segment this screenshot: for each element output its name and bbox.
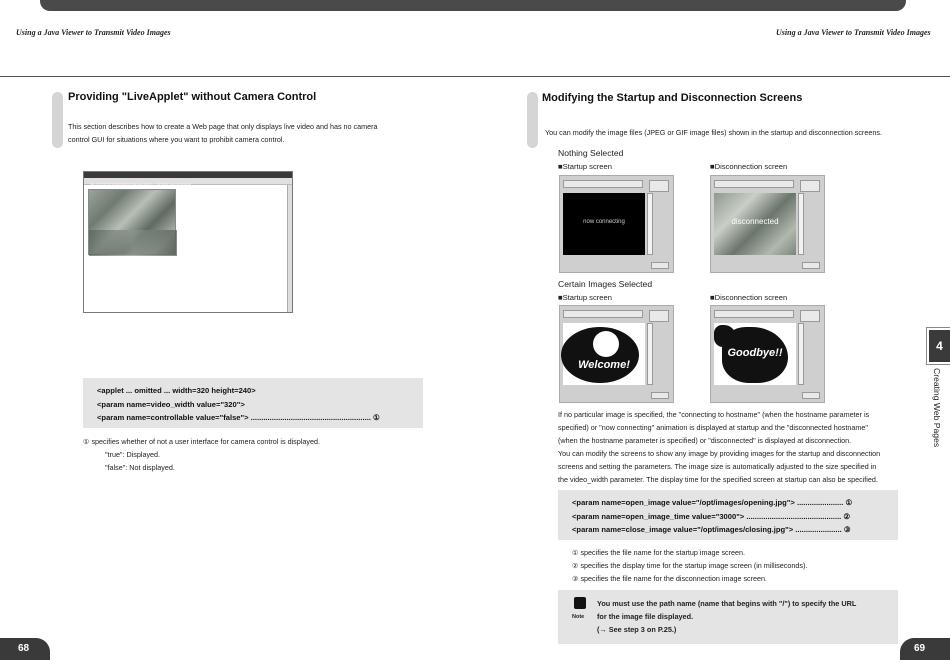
left-code-block	[83, 378, 423, 428]
viewer-button	[649, 310, 669, 322]
browser-window	[83, 171, 293, 313]
viewer-slider	[647, 323, 653, 385]
code-line: <param name=video_width value="320">	[97, 399, 245, 409]
now-connecting-text: now connecting	[583, 219, 625, 225]
left-page-number: 68	[0, 638, 50, 660]
startup-screen-label: ■Startup screen	[558, 293, 612, 302]
note-label: Note	[572, 614, 585, 620]
explain-line: ① specifies whether of not a user interface for camera control is displayed.	[83, 437, 320, 446]
header-rule	[0, 76, 950, 77]
browser-scrollbar	[287, 185, 292, 312]
nothing-selected-label: Nothing Selected	[558, 148, 624, 158]
heading-marker	[527, 92, 538, 148]
paragraph-line: If no particular image is specified, the "connecting to hostname" (when the hostname parameter is	[558, 410, 870, 419]
heading-marker	[52, 92, 63, 148]
chapter-number: 4	[929, 330, 950, 362]
disconnected-text: disconnected	[731, 217, 779, 226]
code-line: <param name=controllable value="false"> ......................................................... ①	[97, 413, 380, 422]
viewer-button	[649, 180, 669, 192]
explain-line: "true": Displayed.	[105, 450, 161, 459]
explain-line: ② specifies the display time for the startup image screen (in milliseconds).	[572, 561, 808, 570]
paragraph-line: specified) or "now connecting" animation is displayed at startup and the "disconnected hostname"	[558, 423, 868, 432]
left-intro-line: This section describes how to create a Web page that only displays live video and has no camera	[68, 122, 378, 131]
viewer-footer-button	[802, 262, 820, 269]
right-heading: Modifying the Startup and Disconnection Screens	[542, 92, 803, 104]
left-intro	[68, 120, 423, 146]
right-code-block	[558, 490, 898, 540]
viewer-button	[800, 310, 820, 322]
explain-line: ③ specifies the file name for the disconnection image screen.	[572, 574, 768, 583]
viewer-screen	[563, 323, 645, 385]
explain-line: ① specifies the file name for the startup image screen.	[572, 548, 746, 557]
right-running-head: Using a Java Viewer to Transmit Video Images	[776, 28, 931, 37]
right-intro: You can modify the image files (JPEG or GIF image files) shown in the startup and disconnection screens.	[545, 128, 882, 137]
note-icon	[574, 597, 586, 609]
viewer-screen	[714, 323, 796, 385]
right-page-number: 69	[900, 638, 950, 660]
left-explanation	[83, 435, 320, 474]
note-line: for the image file displayed.	[597, 612, 694, 621]
explain-line: "false": Not displayed.	[105, 463, 175, 472]
left-running-head: Using a Java Viewer to Transmit Video Images	[16, 28, 171, 37]
right-paragraph	[558, 408, 898, 486]
viewer-disconnect-default	[710, 175, 825, 273]
viewer-slider	[798, 323, 804, 385]
certain-selected-label: Certain Images Selected	[558, 279, 653, 289]
viewer-disconnect-custom	[710, 305, 825, 403]
viewer-footer-button	[802, 392, 820, 399]
paragraph-line: (when the hostname parameter is specified) or "disconnected" is displayed at disconnection.	[558, 436, 852, 445]
welcome-text: Welcome!	[578, 359, 630, 371]
disconnection-screen-label: ■Disconnection screen	[710, 293, 788, 302]
goodbye-blob-shape	[714, 325, 736, 347]
paragraph-line: screens and setting the parameters. The image size is automatically adjusted to the size specified in	[558, 462, 877, 471]
viewer-camera-field	[563, 310, 643, 318]
chapter-title-wrap	[926, 368, 946, 468]
viewer-camera-field	[714, 180, 794, 188]
startup-screen-label: ■Startup screen	[558, 162, 612, 171]
goodbye-text: Goodbye!!	[727, 347, 783, 359]
viewer-slider	[798, 193, 804, 255]
note-line: You must use the path name (name that begins with "/") to specify the URL	[597, 599, 857, 608]
browser-title: http://172.20.28.13/sample/01/noap/sample.htm - Microsoft Internet Explorer	[90, 182, 192, 186]
code-line: <param name=close_image value="/opt/images/closing.jpg"> ...................... ③	[572, 525, 851, 534]
code-line: <param name=open_image value="/opt/images/opening.jpg"> ...................... ①	[572, 498, 853, 507]
disconnection-screen-label: ■Disconnection screen	[710, 162, 788, 171]
paragraph-line: You can modify the screens to show any image by providing images for the startup and disconnection	[558, 449, 881, 458]
chapter-title: Creating Web Pages	[932, 368, 942, 448]
paragraph-line: the video_width parameter. The display time for the specified screen at startup can also be specified.	[558, 475, 878, 484]
top-bar	[40, 0, 906, 11]
note-line: (→ See step 3 on P.25.)	[597, 625, 677, 634]
left-heading: Providing "LiveApplet" without Camera Control	[68, 91, 317, 103]
viewer-camera-field	[714, 310, 794, 318]
live-video-image	[88, 189, 176, 255]
code-line: <param name=open_image_time value="3000"> ............................................. ②	[572, 511, 851, 521]
code-line: <applet ... omitted ... width=320 height=240>	[97, 386, 256, 395]
note-text	[597, 597, 889, 636]
viewer-camera-field	[563, 180, 643, 188]
viewer-footer-button	[651, 262, 669, 269]
viewer-startup-default	[559, 175, 674, 273]
viewer-button	[800, 180, 820, 192]
welcome-planet-shape	[593, 331, 619, 357]
left-intro-line: control GUI for situations where you want to prohibit camera control.	[68, 135, 285, 144]
viewer-footer-button	[651, 392, 669, 399]
viewer-screen	[563, 193, 645, 255]
viewer-startup-custom	[559, 305, 674, 403]
viewer-slider	[647, 193, 653, 255]
viewer-screen	[714, 193, 796, 255]
right-explanation	[572, 546, 807, 585]
